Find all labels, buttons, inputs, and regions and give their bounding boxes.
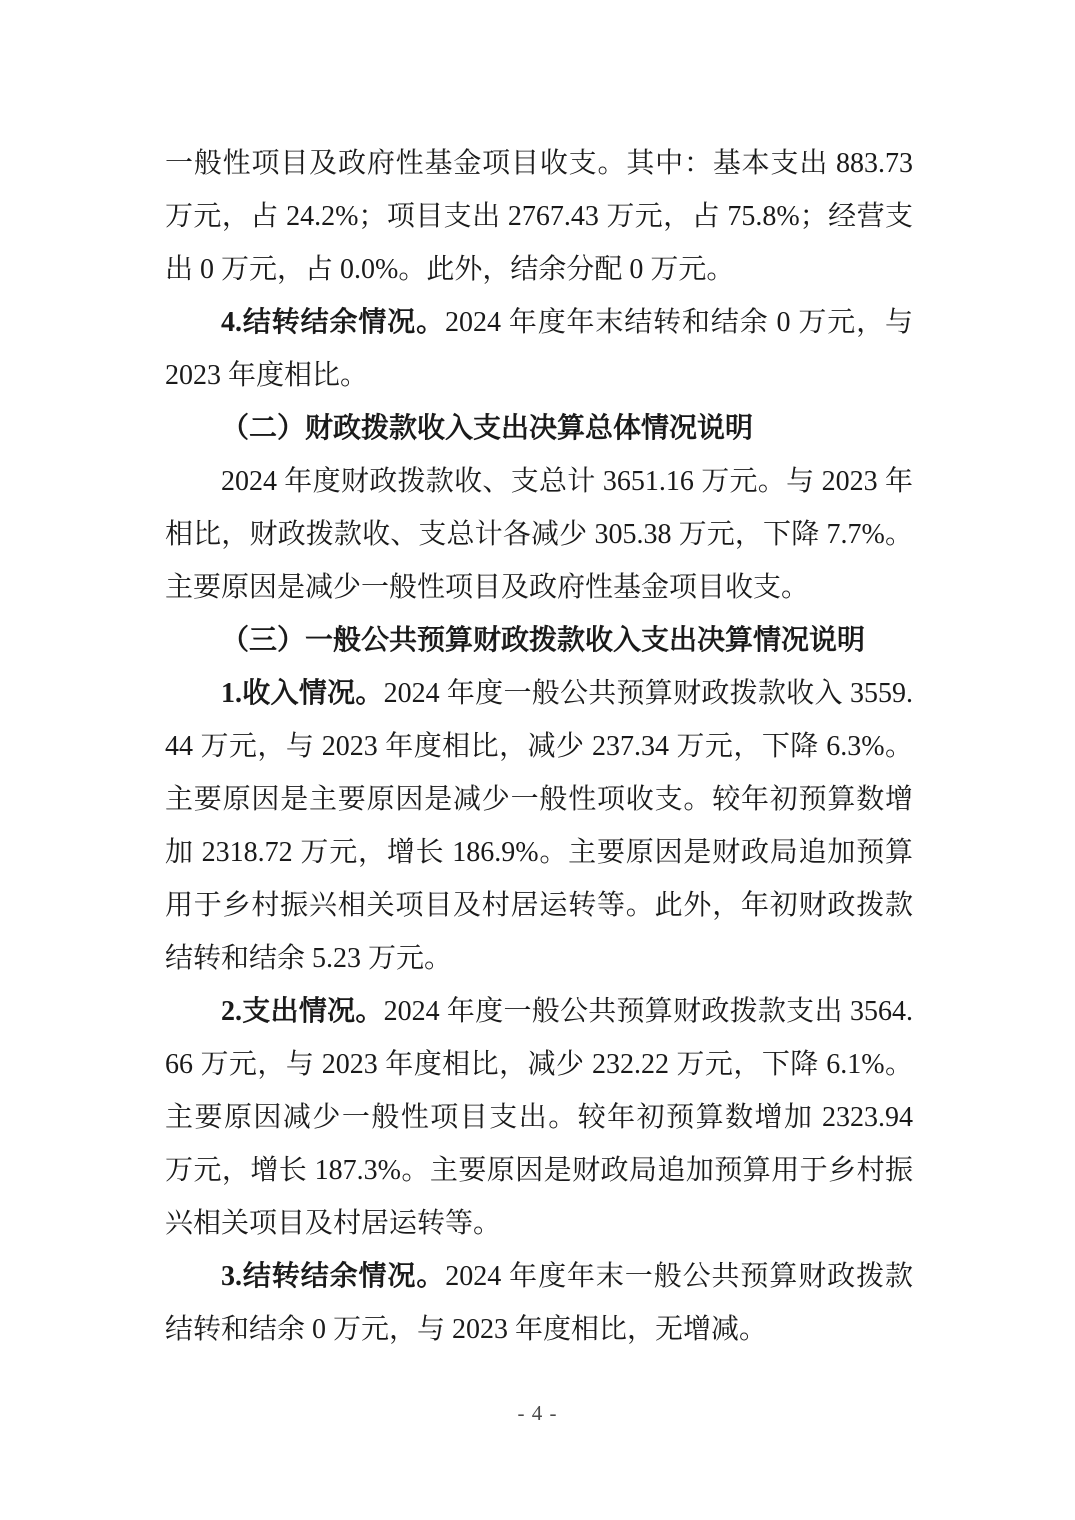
document-body [165,137,913,1356]
item-number-lead: 2.支出情况。 [221,996,384,1027]
paragraph-continued [165,137,913,296]
heading-text: （二）财政拨款收入支出决算总体情况说明 [221,413,754,444]
paragraph-text: 2024 年度一般公共预算财政拨款支出 3564.66 万元，与 2023 年度相比，减少 232.22 万元，下降 6.1%。主要原因减少一般性项目支出。较年初预算数增加 2323.94 万元，增长 187.3%。主要原因是财政局追加预算用于乡村振兴相关项目及村居运转等。 [165,996,913,1239]
heading-text: （三）一般公共预算财政拨款收入支出决算情况说明 [221,625,866,656]
paragraph-text: 2024 年度财政拨款收、支总计 3651.16 万元。与 2023 年相比，财政拨款收、支总计各减少 305.38 万元，下降 7.7%。主要原因是减少一般性项目及政府性基金项目收支。 [165,466,913,603]
item-2-expenditure [165,985,913,1250]
item-number-lead: 4.结转结余情况。 [221,307,445,338]
item-number-lead: 3.结转结余情况。 [221,1261,446,1292]
item-1-income [165,667,913,985]
paragraph-text: 2024 年度一般公共预算财政拨款收入 3559.44 万元，与 2023 年度相比，减少 237.34 万元，下降 6.3%。主要原因是主要原因是减少一般性项收支。较年初预算数增加 2318.72 万元，增长 186.9%。主要原因是财政局追加预算用于乡村振兴相关项目及村居运转等。此外，年初财政拨款结转和结余 5.23 万元。 [165,678,913,974]
item-number-lead: 1.收入情况。 [221,678,384,709]
paragraph-fiscal-total [165,455,913,614]
paragraph-text: 2024 年度年末结转和结余 0 万元，与 2023 年度相比。 [165,307,913,391]
paragraph-text: 一般性项目及政府性基金项目收支。其中：基本支出 883.73 万元，占 24.2%；项目支出 2767.43 万元，占 75.8%；经营支出 0 万元，占 0.0%。此外，结余分配 0 万元。 [165,148,913,285]
page-number: - 4 - [517,1401,558,1425]
item-3-carryover [165,1250,913,1356]
paragraph-text: 2024 年度年末一般公共预算财政拨款结转和结余 0 万元，与 2023 年度相比，无增减。 [165,1261,913,1345]
page-footer [0,1400,1075,1426]
item-4-carryover [165,296,913,402]
heading-section-2 [165,402,913,455]
heading-section-3 [165,614,913,667]
